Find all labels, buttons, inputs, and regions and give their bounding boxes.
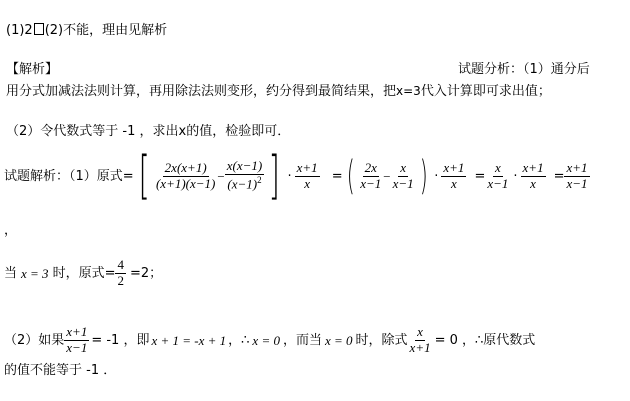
solution-prefix: 试题解析：（1）原式= [4, 168, 134, 184]
minus-sign: − [217, 168, 225, 184]
when-fraction-num: 4 [117, 257, 124, 272]
when-result: =2； [129, 265, 163, 281]
fraction-a-num: 2x(x+1) [164, 159, 207, 175]
fraction-b-den-base: (x−1) [227, 176, 258, 192]
fraction-i-den: x−1 [566, 175, 588, 191]
part2-prefix: （2）如果 [4, 332, 65, 348]
fraction-f-den: x [451, 175, 457, 191]
fraction-i-num: x+1 [566, 159, 588, 175]
fraction-g [485, 161, 510, 192]
when-eq: x = 3 [21, 265, 49, 281]
fraction-f [441, 161, 466, 192]
part2-eq2: x + 1 = -x + 1 [151, 332, 227, 348]
fraction-b-num: x(x−1) [226, 158, 263, 174]
dot-op-2: · [434, 168, 439, 184]
fraction-b-den [225, 175, 263, 192]
part2-eq3: x = 0 [252, 332, 280, 348]
part2-last-line: 的值不能等于 -1 ． [4, 363, 117, 378]
fraction-a-den: (x+1)(x−1) [155, 175, 216, 191]
analysis-line1-end: 代入计算即可求出值； [420, 84, 551, 99]
part2-fraction-1-num: x+1 [66, 324, 88, 339]
fraction-c-num: x+1 [296, 159, 318, 175]
part2-mid2: 时，除式 [355, 332, 408, 348]
equals-2: = [474, 168, 486, 184]
fraction-c [295, 161, 320, 192]
right-bracket: ] [268, 146, 280, 206]
part2-so1: ，∴ [228, 332, 250, 348]
fraction-i [564, 161, 589, 192]
part2-fraction-1-den: x−1 [66, 339, 88, 355]
answer-part2-label: (2) [44, 23, 64, 38]
left-bracket: [ [138, 146, 150, 206]
equals-3: = [553, 168, 565, 184]
fraction-g-num: x [494, 159, 501, 175]
fraction-f-num: x+1 [443, 159, 465, 175]
equals-1: = [331, 168, 343, 184]
fraction-d-num: 2x [364, 159, 377, 175]
when-fraction [115, 258, 126, 289]
part2-eq4: x = 0 [324, 332, 353, 348]
fraction-e-den: x−1 [392, 175, 414, 191]
analysis-line1-x3: x=3 [396, 84, 421, 98]
solution-part1 [4, 146, 590, 206]
when-fraction-den: 2 [117, 272, 124, 288]
analysis-line1-text: 用分式加减法法则计算，再用除法法则变形，约分得到最简结果，把 [6, 84, 397, 99]
right-paren: ) [419, 153, 428, 199]
dot-op-3: · [513, 168, 518, 184]
analysis-line1 [6, 85, 551, 98]
left-paren: ( [346, 153, 355, 199]
part2-mid: ，而当 [282, 332, 322, 348]
when-suffix: 时，原式= [52, 265, 116, 281]
when-prefix: 当 [4, 265, 18, 281]
missing-glyph-box [34, 23, 44, 35]
part2-fraction-2 [408, 325, 433, 356]
part2-fraction-2-den: x+1 [409, 339, 431, 355]
answer-part1: (1)2 [6, 23, 33, 38]
dot-op: · [287, 168, 292, 184]
analysis-heading: 【解析】 [6, 62, 59, 77]
fraction-c-den: x [304, 175, 311, 191]
fraction-b-den-exp: 2 [257, 175, 262, 186]
minus-sign-2: − [383, 168, 391, 184]
answer-part2-text: 不能，理由见解析 [63, 23, 168, 38]
solution-when-line [4, 258, 162, 289]
fraction-d [358, 161, 383, 192]
analysis-line2: （2）令代数式等于 -1 ，求出x的值，检验即可． [6, 124, 291, 139]
fraction-e [391, 161, 416, 192]
analysis-summary-head: 试题分析：（1）通分后 [458, 62, 590, 77]
fraction-h [521, 161, 546, 192]
part2-fraction-2-num: x [417, 324, 423, 339]
fraction-h-den: x [530, 175, 536, 191]
part2-eq1: = -1 ，即 [91, 332, 150, 348]
part2-eq5: = 0 ，∴原代数式 [434, 332, 536, 348]
answer-line [6, 23, 167, 37]
solution-part2-line1 [4, 325, 535, 356]
fraction-a [154, 161, 217, 192]
fraction-g-den: x−1 [487, 175, 509, 191]
fraction-h-num: x+1 [522, 159, 544, 175]
solution-trailing-comma: ， [4, 223, 18, 238]
fraction-d-den: x−1 [360, 175, 382, 191]
fraction-e-num: x [400, 159, 406, 175]
fraction-b [225, 159, 264, 192]
part2-fraction-1 [64, 325, 89, 356]
